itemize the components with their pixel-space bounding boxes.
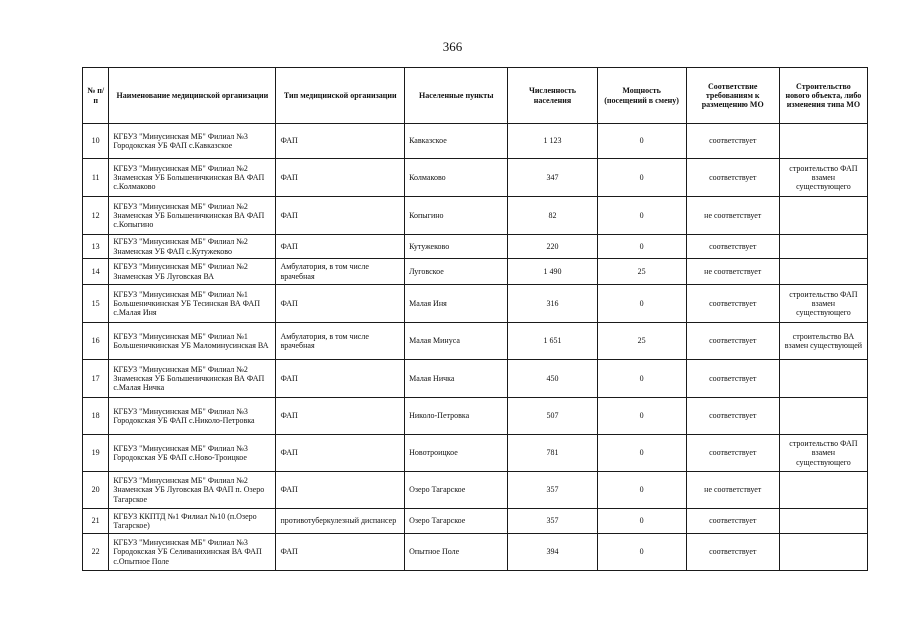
org-name: КГБУЗ "Минусинская МБ" Филиал №2 Знаменская УБ ФАП с.Кутужеково	[109, 235, 276, 259]
population: 357	[508, 509, 597, 534]
construction	[779, 235, 867, 259]
table-row	[83, 159, 868, 197]
org-name: КГБУЗ ККПТД №1 Филиал №10 (п.Озеро Тагарское)	[109, 509, 276, 534]
org-name: КГБУЗ "Минусинская МБ" Филиал №2 Знаменская УБ Большеничкинская ВА ФАП с.Колмаково	[109, 159, 276, 197]
org-name: КГБУЗ "Минусинская МБ" Филиал №3 Городокская УБ ФАП с.Кавказское	[109, 124, 276, 159]
org-name: КГБУЗ "Минусинская МБ" Филиал №3 Городокская УБ ФАП с.Николо-Петровка	[109, 398, 276, 435]
org-type: ФАП	[276, 197, 405, 235]
population: 450	[508, 360, 597, 398]
medical-organizations-table	[82, 67, 868, 571]
org-type: Амбулатория, в том числе врачебная	[276, 259, 405, 285]
row-num: 20	[83, 472, 109, 509]
org-type: Амбулатория, в том числе врачебная	[276, 323, 405, 360]
compliance: соответствует	[686, 124, 779, 159]
settlement: Колмаково	[405, 159, 508, 197]
capacity: 0	[597, 435, 686, 472]
settlement: Копыгино	[405, 197, 508, 235]
population: 394	[508, 534, 597, 571]
population: 1 651	[508, 323, 597, 360]
settlement: Николо-Петровка	[405, 398, 508, 435]
row-num: 14	[83, 259, 109, 285]
row-num: 15	[83, 285, 109, 323]
settlement: Малая Минуса	[405, 323, 508, 360]
capacity: 0	[597, 398, 686, 435]
row-num: 19	[83, 435, 109, 472]
table-row	[83, 124, 868, 159]
table-row	[83, 235, 868, 259]
settlement: Кутужеково	[405, 235, 508, 259]
construction	[779, 124, 867, 159]
population: 316	[508, 285, 597, 323]
capacity: 0	[597, 472, 686, 509]
population: 1 490	[508, 259, 597, 285]
capacity: 0	[597, 534, 686, 571]
header-settlement: Населенные пункты	[405, 68, 508, 124]
population: 1 123	[508, 124, 597, 159]
compliance: соответствует	[686, 159, 779, 197]
compliance: не соответствует	[686, 197, 779, 235]
table-row	[83, 472, 868, 509]
construction	[779, 472, 867, 509]
header-construction: Строительство нового объекта, либо изменения типа МО	[779, 68, 867, 124]
table-row	[83, 323, 868, 360]
settlement: Новотроицкое	[405, 435, 508, 472]
population: 507	[508, 398, 597, 435]
header-capacity: Мощность (посещений в смену)	[597, 68, 686, 124]
org-type: ФАП	[276, 285, 405, 323]
construction: строительство ФАП взамен существующего	[779, 435, 867, 472]
construction: строительство ВА взамен существующей	[779, 323, 867, 360]
settlement: Луговское	[405, 259, 508, 285]
compliance: соответствует	[686, 235, 779, 259]
header-name: Наименование медицинской организации	[109, 68, 276, 124]
org-type: ФАП	[276, 360, 405, 398]
org-name: КГБУЗ "Минусинская МБ" Филиал №2 Знаменская УБ Луговская ВА ФАП п. Озеро Тагарское	[109, 472, 276, 509]
capacity: 25	[597, 259, 686, 285]
row-num: 16	[83, 323, 109, 360]
population: 220	[508, 235, 597, 259]
settlement: Малая Ничка	[405, 360, 508, 398]
org-type: ФАП	[276, 398, 405, 435]
org-type: ФАП	[276, 472, 405, 509]
table-row	[83, 534, 868, 571]
compliance: не соответствует	[686, 259, 779, 285]
construction	[779, 534, 867, 571]
table-row	[83, 360, 868, 398]
construction	[779, 197, 867, 235]
org-name: КГБУЗ "Минусинская МБ" Филиал №1 Большеничкинская УБ Маломинусинская ВА	[109, 323, 276, 360]
org-type: противотуберкулезный диспансер	[276, 509, 405, 534]
compliance: не соответствует	[686, 472, 779, 509]
construction: строительство ФАП взамен существующего	[779, 285, 867, 323]
construction: строительство ФАП взамен существующего	[779, 159, 867, 197]
settlement: Малая Иня	[405, 285, 508, 323]
settlement: Опытное Поле	[405, 534, 508, 571]
header-type: Тип медицинской организации	[276, 68, 405, 124]
row-num: 21	[83, 509, 109, 534]
construction	[779, 398, 867, 435]
org-name: КГБУЗ "Минусинская МБ" Филиал №3 Городокская УБ ФАП с.Ново-Троицкое	[109, 435, 276, 472]
org-name: КГБУЗ "Минусинская МБ" Филиал №1 Большеничкинская УБ Тесинская ВА ФАП с.Малая Иня	[109, 285, 276, 323]
compliance: соответствует	[686, 435, 779, 472]
org-name: КГБУЗ "Минусинская МБ" Филиал №2 Знаменская УБ Большеничкинская ВА ФАП с.Копыгино	[109, 197, 276, 235]
compliance: соответствует	[686, 509, 779, 534]
row-num: 17	[83, 360, 109, 398]
table-row	[83, 197, 868, 235]
capacity: 0	[597, 285, 686, 323]
table-row	[83, 509, 868, 534]
org-type: ФАП	[276, 159, 405, 197]
capacity: 0	[597, 509, 686, 534]
page-number: 366	[442, 39, 463, 54]
compliance: соответствует	[686, 360, 779, 398]
settlement: Озеро Тагарское	[405, 509, 508, 534]
capacity: 0	[597, 360, 686, 398]
row-num: 22	[83, 534, 109, 571]
table-row	[83, 435, 868, 472]
row-num: 18	[83, 398, 109, 435]
table-row	[83, 398, 868, 435]
settlement: Озеро Тагарское	[405, 472, 508, 509]
org-name: КГБУЗ "Минусинская МБ" Филиал №2 Знаменская УБ Луговская ВА	[109, 259, 276, 285]
org-name: КГБУЗ "Минусинская МБ" Филиал №3 Городокская УБ Селиванихинская ВА ФАП с.Опытное Поле	[109, 534, 276, 571]
table-row	[83, 285, 868, 323]
row-num: 10	[83, 124, 109, 159]
header-num: № п/п	[83, 68, 109, 124]
population: 357	[508, 472, 597, 509]
org-type: ФАП	[276, 534, 405, 571]
org-name: КГБУЗ "Минусинская МБ" Филиал №2 Знаменская УБ Большеничкинская ВА ФАП с.Малая Ничка	[109, 360, 276, 398]
org-type: ФАП	[276, 435, 405, 472]
row-num: 13	[83, 235, 109, 259]
org-type: ФАП	[276, 235, 405, 259]
construction	[779, 360, 867, 398]
org-type: ФАП	[276, 124, 405, 159]
capacity: 0	[597, 197, 686, 235]
compliance: соответствует	[686, 285, 779, 323]
capacity: 0	[597, 235, 686, 259]
header-population: Численность населения	[508, 68, 597, 124]
row-num: 11	[83, 159, 109, 197]
settlement: Кавказское	[405, 124, 508, 159]
capacity: 25	[597, 323, 686, 360]
population: 781	[508, 435, 597, 472]
compliance: соответствует	[686, 398, 779, 435]
population: 82	[508, 197, 597, 235]
table-header-row	[83, 68, 868, 124]
construction	[779, 509, 867, 534]
capacity: 0	[597, 159, 686, 197]
row-num: 12	[83, 197, 109, 235]
compliance: соответствует	[686, 323, 779, 360]
table-row	[83, 259, 868, 285]
capacity: 0	[597, 124, 686, 159]
header-compliance: Соответствие требованиям к размещению МО	[686, 68, 779, 124]
compliance: соответствует	[686, 534, 779, 571]
population: 347	[508, 159, 597, 197]
construction	[779, 259, 867, 285]
